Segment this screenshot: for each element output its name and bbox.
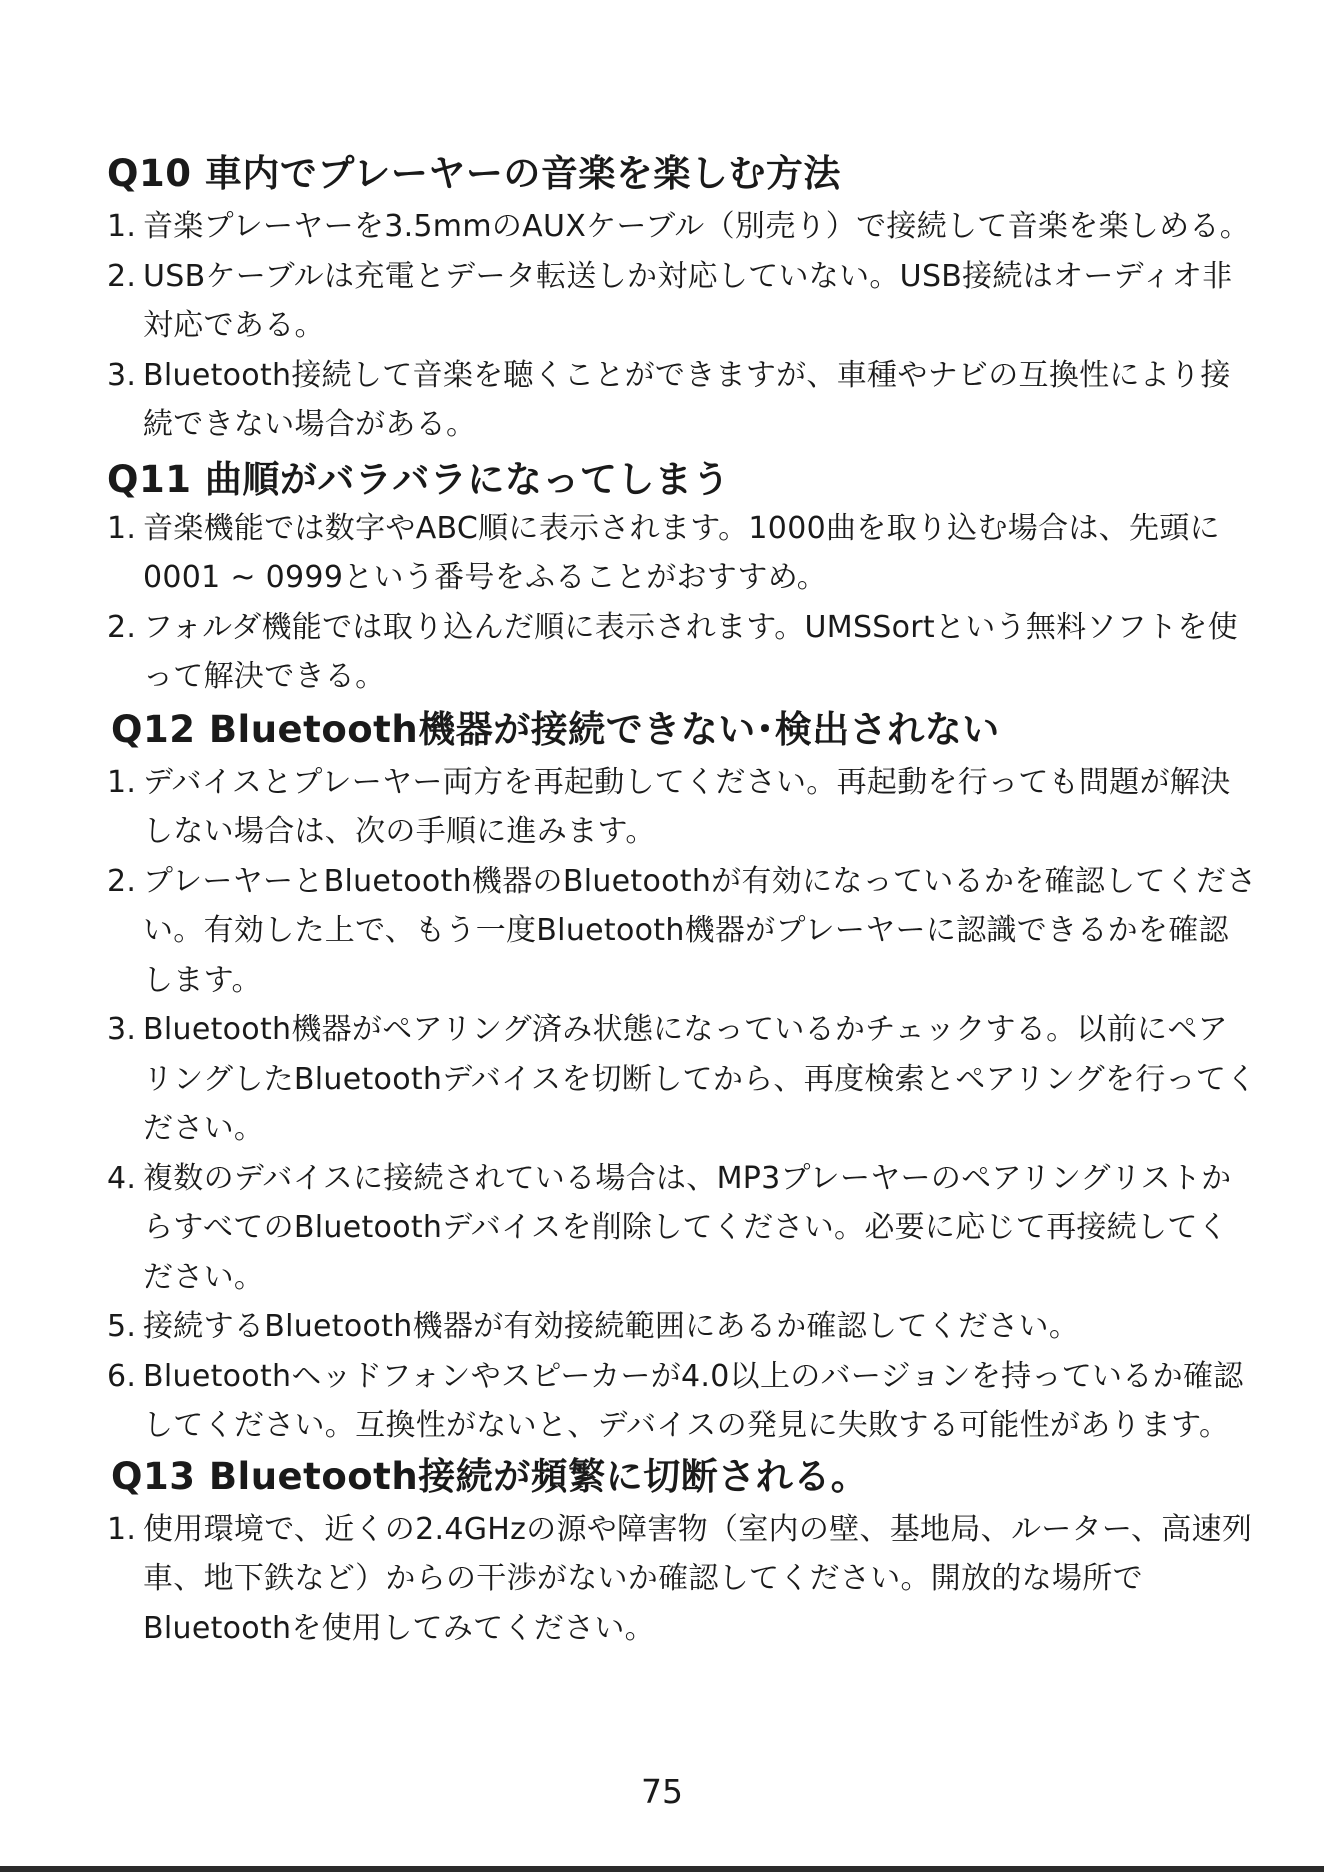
section-heading-q10: Q10 車内でプレーヤーの音楽を楽しむ方法	[107, 152, 841, 195]
item-number: 3.	[107, 357, 137, 393]
list-item	[107, 603, 1257, 702]
q11-list	[107, 504, 1257, 702]
q13-list	[107, 1505, 1257, 1654]
item-text: Bluetooth接続して音楽を聴くことができますが、車種やナビの互換性により接続できない場合がある。	[143, 357, 1231, 442]
list-item	[107, 1352, 1257, 1451]
list-item	[107, 1154, 1257, 1303]
page-number: 75	[641, 1772, 683, 1811]
item-number: 4.	[107, 1160, 137, 1196]
item-text: デバイスとプレーヤー両方を再起動してください。再起動を行っても問題が解決しない場合は、次の手順に進みます。	[143, 764, 1231, 849]
item-text: フォルダ機能では取り込んだ順に表示されます。UMSSortという無料ソフトを使って解決できる。	[143, 609, 1238, 694]
list-item	[107, 504, 1257, 603]
item-text: 接続するBluetooth機器が有効接続範囲にあるか確認してください。	[143, 1309, 1080, 1344]
item-text: Bluetooth機器がペアリング済み状態になっているかチェックする。以前にペアリングしたBluetoothデバイスを切断してから、再度検索とペアリングを行ってください。	[143, 1012, 1257, 1146]
list-item	[107, 758, 1257, 857]
item-number: 1.	[107, 510, 137, 546]
item-number: 3.	[107, 1012, 137, 1047]
item-text: 音楽プレーヤーを3.5mmのAUXケーブル（別売り）で接続して音楽を楽しめる。	[143, 209, 1250, 244]
list-item	[107, 857, 1257, 1006]
item-number: 2.	[107, 609, 137, 645]
item-text: 使用環境で、近くの2.4GHzの源や障害物（室内の壁、基地局、ルーター、高速列車、地下鉄など）からの干渉がないか確認してください。開放的な場所でBluetoothを使用してみてください。	[143, 1511, 1253, 1646]
section-heading-q12: Q12 Bluetooth機器が接続できない･検出されない	[111, 707, 1000, 751]
list-item	[107, 351, 1257, 450]
item-number: 1.	[107, 764, 137, 800]
item-text: プレーヤーとBluetooth機器のBluetoothが有効になっているかを確認してください。有効した上で、もう一度Bluetooth機器がプレーヤーに認識できるかを確認します。	[143, 863, 1257, 998]
list-item	[107, 1005, 1257, 1154]
item-number: 2.	[107, 258, 137, 294]
item-number: 1.	[107, 209, 137, 244]
item-number: 5.	[107, 1309, 137, 1344]
item-text: 複数のデバイスに接続されている場合は、MP3プレーヤーのペアリングリストからすべてのBluetoothデバイスを削除してください。必要に応じて再接続してください。	[143, 1160, 1232, 1295]
section-heading-q11: Q11 曲順がバラバラになってしまう	[107, 457, 730, 501]
item-number: 2.	[107, 863, 137, 899]
item-text: Bluetoothヘッドフォンやスピーカーが4.0以上のバージョンを持っているか確認してください。互換性がないと、デバイスの発見に失敗する可能性があります。	[143, 1358, 1244, 1443]
manual-page-content	[107, 150, 1257, 1653]
q10-list	[107, 202, 1257, 450]
item-text: 音楽機能では数字やABC順に表示されます。1000曲を取り込む場合は、先頭に0001 ~ 0999という番号をふることがおすすめ。	[143, 510, 1220, 595]
q12-list	[107, 758, 1257, 1451]
item-number: 1.	[107, 1511, 137, 1547]
item-text: USBケーブルは充電とデータ転送しか対応していない。USB接続はオーディオ非対応である。	[143, 258, 1233, 343]
list-item	[107, 1302, 1257, 1352]
list-item	[107, 202, 1257, 252]
list-item	[107, 1505, 1257, 1654]
section-heading-q13: Q13 Bluetooth接続が頻繁に切断される。	[111, 1454, 869, 1498]
list-item	[107, 252, 1257, 351]
item-number: 6.	[107, 1358, 137, 1394]
bottom-edge-divider	[0, 1866, 1324, 1872]
